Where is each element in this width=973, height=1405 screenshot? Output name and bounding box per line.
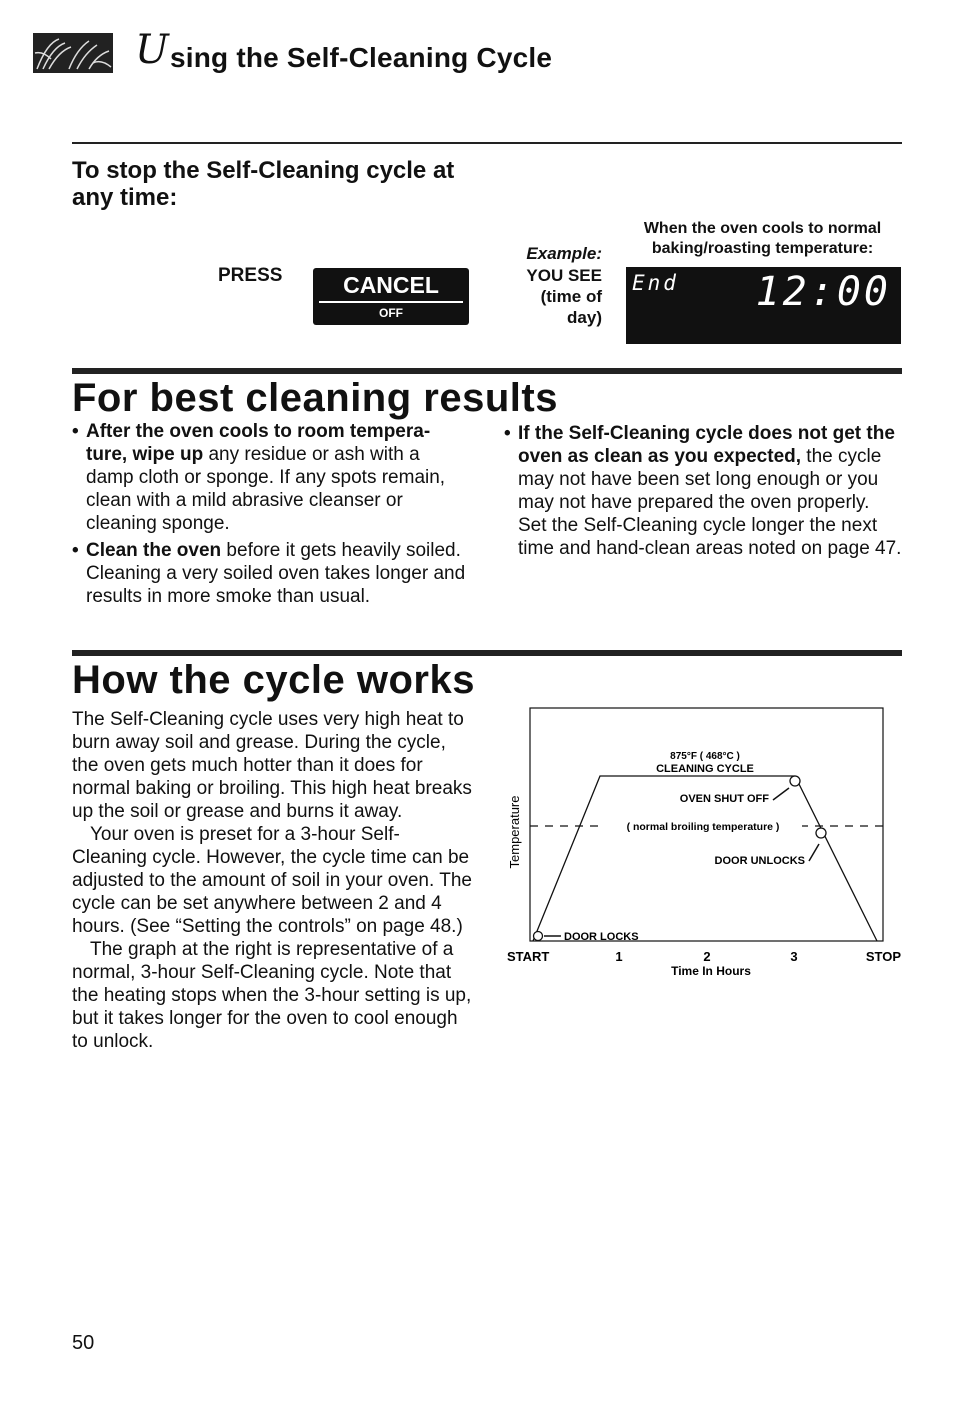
you-see-label xyxy=(500,265,602,328)
normal-broil-label: ( normal broiling temperature ) xyxy=(626,821,780,833)
y-axis-label: Temperature xyxy=(507,795,522,869)
whisk-pattern-icon xyxy=(33,33,113,73)
shut-off-arrow xyxy=(773,788,789,800)
page-number: 50 xyxy=(72,1332,95,1354)
example-label: Example: xyxy=(526,244,602,263)
bullet-bold: Clean the oven xyxy=(86,540,222,561)
locks-marker xyxy=(534,932,543,941)
thick-divider xyxy=(72,650,902,656)
door-locks-label: DOOR LOCKS xyxy=(564,931,639,943)
display-end-text: End xyxy=(632,271,679,295)
bullet-icon: • xyxy=(72,540,79,561)
paragraph: The Self-Cleaning cycle uses very high heat to burn away soil and grease. During the cycle, the oven gets much hotter than it does for normal baking or broiling. This high heat breaks up the soil or grease and burns it away. xyxy=(72,709,472,822)
bullet-icon: • xyxy=(504,423,511,444)
display-time-text: 12:00 xyxy=(755,269,891,315)
door-unlocks-label: DOOR UNLOCKS xyxy=(714,855,805,867)
bullet-text: the cycle may not have been set long enough or you may not have prepared the oven properly. Set the Self-Cleaning cycle longer the next time and hand-clean areas noted on page 47. xyxy=(518,446,902,559)
off-button-label: OFF xyxy=(379,306,403,320)
best-results-heading: For best cleaning results xyxy=(72,376,558,420)
best-results-right-column xyxy=(504,422,903,560)
cleaning-cycle-label: CLEANING CYCLE xyxy=(656,763,754,775)
oven-display xyxy=(626,267,901,344)
cool-caption: When the oven cools to normal baking/roasting temperature: xyxy=(643,220,882,257)
oven-shut-off-label: OVEN SHUT OFF xyxy=(679,793,769,805)
thick-divider xyxy=(72,368,902,374)
divider xyxy=(72,142,902,144)
x-tick-stop: STOP xyxy=(865,949,901,964)
press-label: PRESS xyxy=(218,265,283,286)
x-tick-1: 1 xyxy=(615,949,623,964)
peak-temp-label: 875°F ( 468°C ) xyxy=(670,751,740,762)
you-see-line: (time of xyxy=(540,287,602,306)
paragraph: Your oven is preset for a 3-hour Self-Cleaning cycle. However, the cycle time can be adjusted to the amount of soil in your oven. The cycle can be set anywhere between 2 and 4 hours. (See “Setting the controls” on page 48.) xyxy=(72,824,472,937)
best-results-left-column xyxy=(72,420,471,608)
how-it-works-heading: How the cycle works xyxy=(72,658,475,702)
how-it-works-body xyxy=(72,708,472,1053)
page-title: sing the Self-Cleaning Cycle xyxy=(170,42,553,73)
cancel-button-label: CANCEL xyxy=(343,272,439,298)
x-tick-2: 2 xyxy=(703,949,711,964)
bullet-icon: • xyxy=(72,421,79,442)
list-item xyxy=(72,539,471,608)
bullet-text: before it gets heavily soiled. Cleaning a very soiled oven takes longer and results in more smoke than usual. xyxy=(86,540,466,607)
x-tick-3: 3 xyxy=(790,949,798,964)
bullet-bold: If the Self-Cleaning cycle does not get the oven as clean as you expected, xyxy=(518,423,895,467)
cancel-off-button[interactable] xyxy=(313,268,469,325)
section-icon xyxy=(33,33,113,73)
shut-off-marker xyxy=(790,776,800,786)
title-initial: U xyxy=(135,27,169,73)
unlocks-marker xyxy=(816,828,826,838)
paragraph: The graph at the right is representative of a normal, 3-hour Self-Cleaning cycle. Note that the heating stops when the 3-hour setting is up, but it takes longer for the oven to cool enough to unlock. xyxy=(72,939,472,1052)
x-axis-label: Time In Hours xyxy=(671,964,751,978)
list-item xyxy=(504,422,903,560)
x-tick-start: START xyxy=(507,949,550,964)
stop-heading: To stop the Self-Cleaning cycle at any time: xyxy=(72,157,455,211)
cleaning-cycle-graph xyxy=(505,700,905,990)
unlocks-arrow xyxy=(809,844,819,861)
list-item xyxy=(72,420,471,535)
bullet-bold: After the oven cools to room tempera-ture, wipe up xyxy=(86,421,431,465)
bullet-text: any residue or ash with a damp cloth or sponge. If any spots remain, clean with a mild abrasive cleanser or cleaning sponge. xyxy=(86,444,446,534)
you-see-line: YOU SEE xyxy=(526,266,602,285)
you-see-line: day) xyxy=(567,308,602,327)
